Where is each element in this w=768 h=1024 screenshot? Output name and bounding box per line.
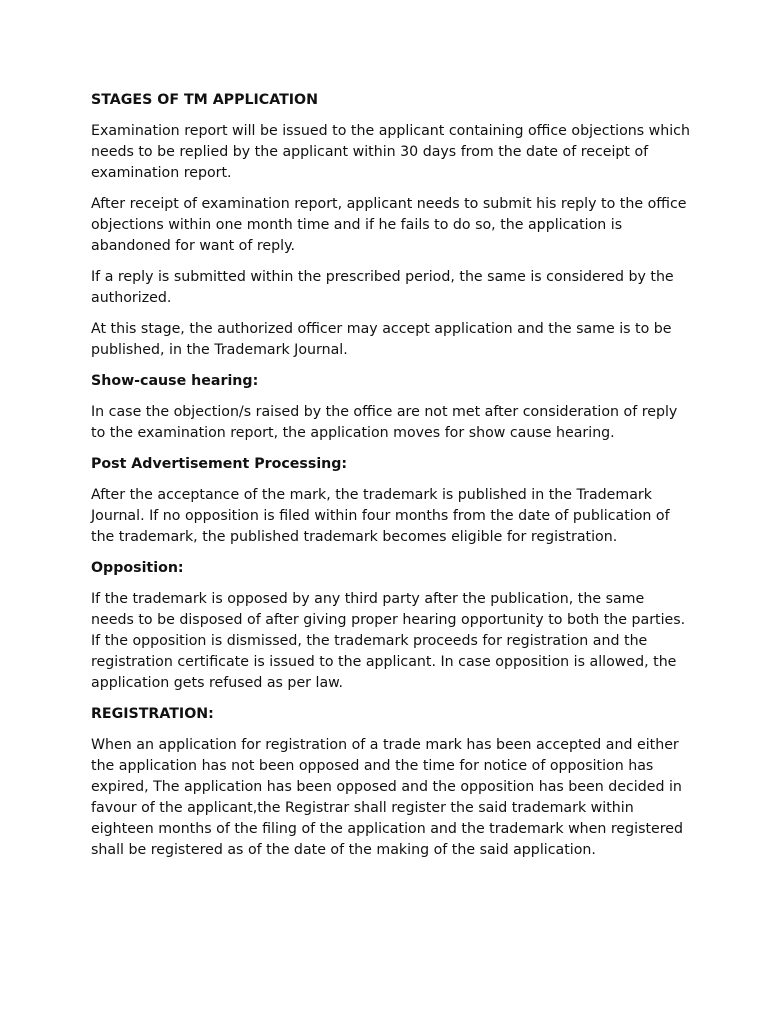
- section-heading-registration: REGISTRATION:: [91, 706, 214, 722]
- section-heading-opposition: Opposition:: [91, 560, 184, 576]
- document-page: [91, 90, 691, 871]
- intro-paragraph: Examination report will be issued to the applicant containing office objections which needs to be replied by the applicant within 30 days from the date of receipt of examination report.: [91, 123, 690, 181]
- section-body-opposition: If the trademark is opposed by any third party after the publication, the same needs to be disposed of after giving proper hearing opportunity to both the parties. If the opposition is dismissed, the trademark proceeds for registration and the registration certificate is issued to the applicant. In case opposition is allowed, the application gets refused as per law.: [91, 591, 686, 691]
- intro-paragraph: At this stage, the authorized officer may accept application and the same is to be published, in the Trademark Journal.: [91, 321, 672, 358]
- section-heading-show-cause: Show-cause hearing:: [91, 373, 259, 389]
- section-heading-post-advertisement: Post Advertisement Processing:: [91, 456, 348, 472]
- document-title: STAGES OF TM APPLICATION: [91, 92, 318, 108]
- section-body-post-advertisement: After the acceptance of the mark, the trademark is published in the Trademark Journal. If no opposition is filed within four months from the date of publication of the trademark, the published trademark becomes eligible for registration.: [91, 487, 670, 545]
- section-body-registration: When an application for registration of a trade mark has been accepted and either the application has not been opposed and the time for notice of opposition has expired, The application has been opposed and the opposition has been decided in favour of the applicant,the Registrar shall register the said trademark within eighteen months of the filing of the application and the trademark when registered shall be registered as of the date of the making of the said application.: [91, 737, 684, 858]
- intro-paragraph: After receipt of examination report, applicant needs to submit his reply to the office objections within one month time and if he fails to do so, the application is abandoned for want of reply.: [91, 196, 687, 254]
- intro-paragraph: If a reply is submitted within the prescribed period, the same is considered by the authorized.: [91, 269, 674, 306]
- section-body-show-cause: In case the objection/s raised by the office are not met after consideration of reply to the examination report, the application moves for show cause hearing.: [91, 404, 678, 441]
